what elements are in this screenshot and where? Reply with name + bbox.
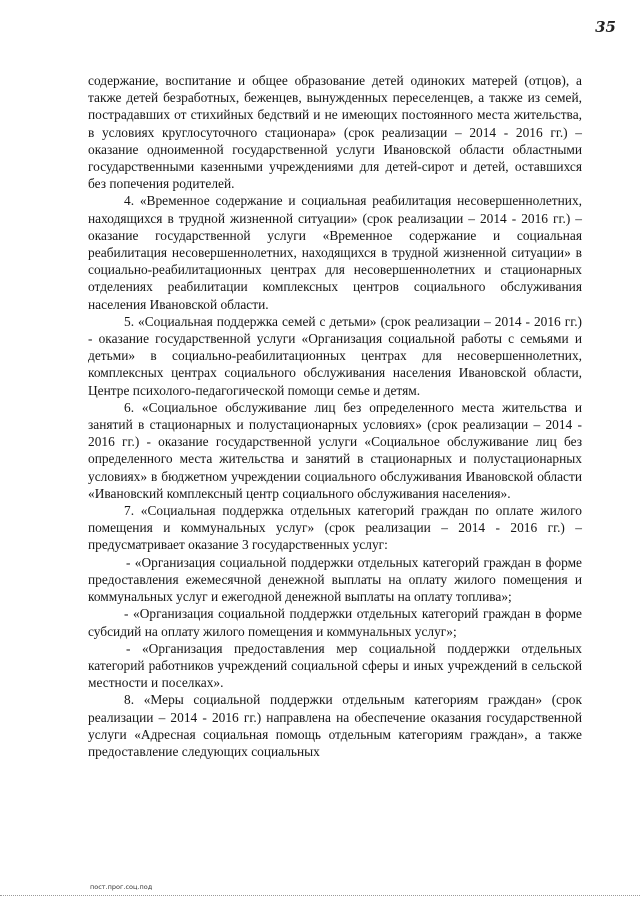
paragraph-item-4: 4. «Временное содержание и социальная реабилитация несовершеннолетних, находящихся в трудной жизненной ситуации» (срок реализации – 2014 - 2016 гг.) – оказание государственной услуги «Временное содержание и социальная реабилитация несовершеннолетних, находящихся в трудной жизненной ситуации» в социально-реабилитационных центрах для несовершеннолетних и стационарных отделениях реабилитации комплексных центров социального обслуживания населения Ивановской области. xyxy=(88,193,582,312)
list-item-service-3: - «Организация предоставления мер социальной поддержки отдельных категорий работников учреждений социальной сферы и иных учреждений в сельской местности и поселках». xyxy=(88,640,582,691)
document-body xyxy=(88,72,582,760)
paragraph-item-7: 7. «Социальная поддержка отдельных категорий граждан по оплате жилого помещения и коммунальных услуг» (срок реализации – 2014 - 2016 гг.) – предусматривает оказание 3 государственных услуг: xyxy=(88,503,582,553)
list-item-service-2: - «Организация социальной поддержки отдельных категорий граждан в форме субсидий на оплату жилого помещения и коммунальных услуг»; xyxy=(88,606,582,639)
paragraph-item-6: 6. «Социальное обслуживание лиц без определенного места жительства и занятий в стационарных и полустационарных условиях» (срок реализации – 2014 - 2016 гг.) - оказание государственной услуги «Социальное обслуживание лиц без определенного места жительства и занятий в стационарных и полустационарных условиях» в бюджетном учреждении социального обслуживания Ивановской области «Ивановский комплексный центр социального обслуживания населения». xyxy=(88,399,582,501)
paragraph-item-5: 5. «Социальная поддержка семей с детьми» (срок реализации – 2014 - 2016 гг.) - оказание государственной услуги «Организация социальной работы с семьями и детьми» в социально-реабилитационных центрах для несовершеннолетних, комплексных центрах социального обслуживания населения Ивановской области, Центре психолого-педагогической помощи семье и детям. xyxy=(88,313,582,398)
footer-file-note: пост.прог.соц.под xyxy=(90,883,153,891)
page-number: 35 xyxy=(595,18,616,36)
paragraph-continuation: содержание, воспитание и общее образование детей одиноких матерей (отцов), а также детей безработных, беженцев, вынужденных переселенцев, а также из семей, пострадавших от стихийных бедствий и не имеющих постоянного места жительства, в условиях круглосуточного стационара» (срок реализации – 2014 - 2016 гг.) – оказание одноименной государственной услуги Ивановской области областными государственными казенными учреждениями для детей-сирот и детей, оставшихся без попечения родителей. xyxy=(88,73,582,192)
list-item-service-1: - «Организация социальной поддержки отдельных категорий граждан в форме предоставления ежемесячной денежной выплаты на оплату жилого помещения и коммунальных услуг и ежегодной денежной выплаты на оплату топлива»; xyxy=(88,554,582,605)
paragraph-item-8: 8. «Меры социальной поддержки отдельным категориям граждан» (срок реализации – 2014 - 2016 гг.) направлена на обеспечение оказания государственной услуги «Адресная социальная помощь отдельным категориям граждан», а также предоставление следующих социальных xyxy=(88,692,582,759)
footer-divider xyxy=(0,895,640,897)
